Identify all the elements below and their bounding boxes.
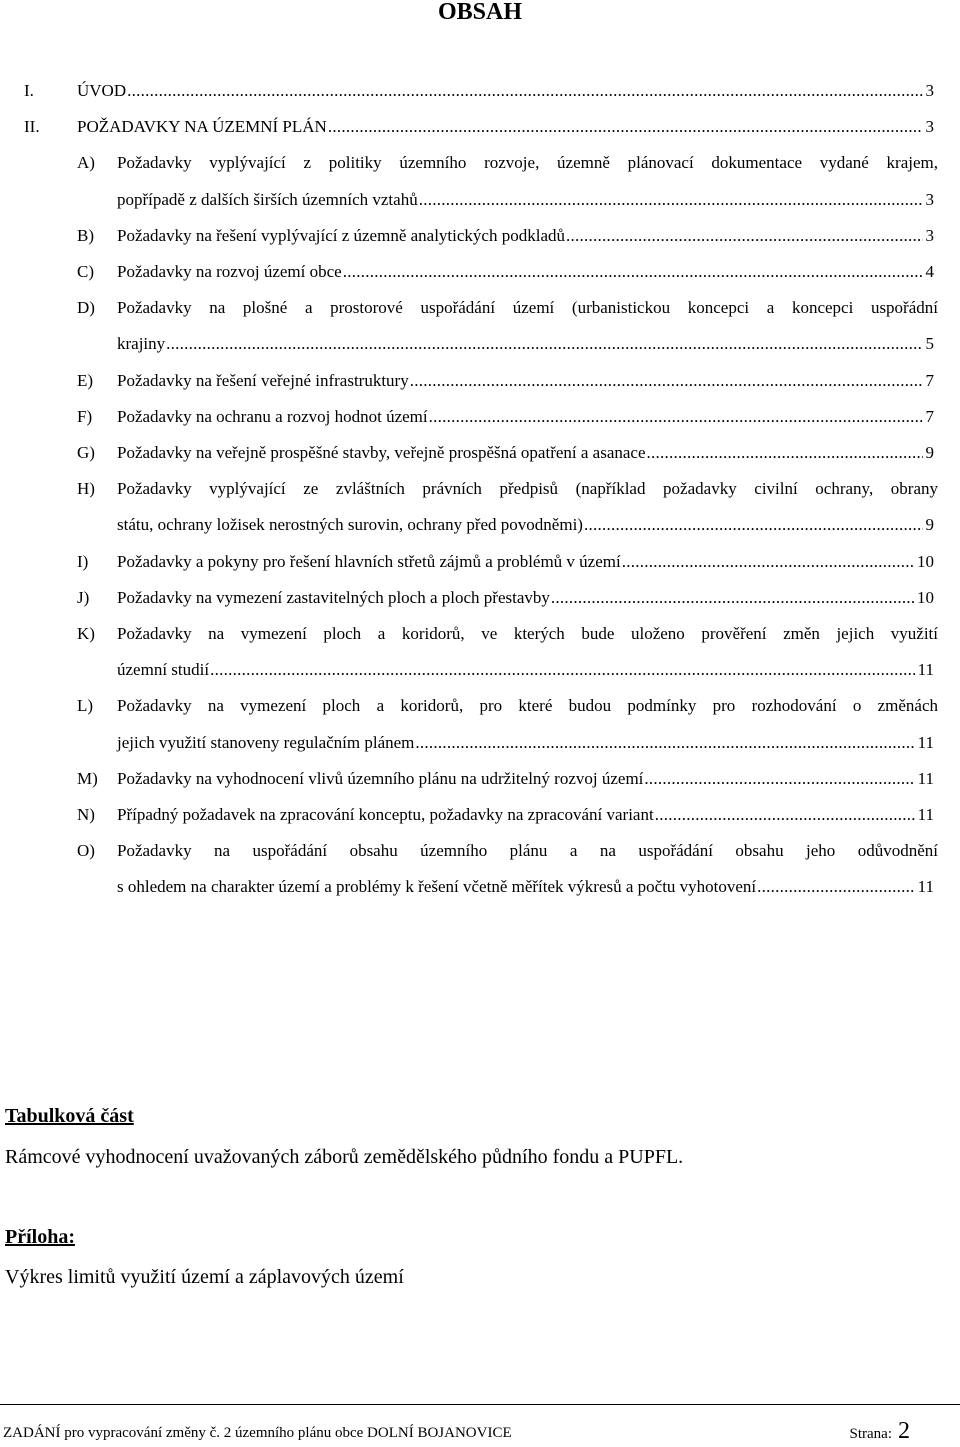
toc-entry-text: státu, ochrany ložisek nerostných surovin, ochrany před povodněmi) [117,515,583,535]
toc-entry[interactable] [0,78,960,104]
toc-entry-label: L) [77,696,94,716]
toc-entry-text: Požadavky na vymezení ploch a koridorů, ve kterých bude uloženo prověření změn jejich využití [117,624,938,643]
toc-entry[interactable] [0,585,960,611]
toc-page-number: 5 [925,334,934,354]
toc-leader-dots [566,223,923,249]
toc-entry-label: H) [77,479,95,499]
toc-entry-row [117,259,934,285]
footer-page-number: 2 [898,1418,910,1444]
toc-entry-row [117,874,934,900]
toc-entry-text: popřípadě z dalších širších územních vztahů [117,189,418,209]
footer-document-title: ZADÁNÍ pro vypracování změny č. 2 územního plánu obce DOLNÍ BOJANOVICE [3,1425,512,1441]
toc-page-number: 11 [917,660,934,680]
toc-page-number: 4 [925,262,934,281]
toc-entry-text: územní studií [117,660,210,680]
toc-entry-label: E) [77,370,94,390]
toc-page-number: 11 [917,805,934,824]
toc-entry[interactable] [0,223,960,249]
toc-entry-line [0,150,960,176]
toc-entry[interactable] [0,549,960,575]
toc-page-number: 9 [925,443,934,462]
toc-entry[interactable] [0,766,960,792]
priloha-heading: Příloha: [5,1226,75,1248]
toc-page-number: 3 [925,225,934,245]
toc-entry-row [117,766,934,792]
toc-entry[interactable] [0,874,960,900]
toc-entry-label: O) [77,841,95,861]
toc-page-number: 11 [917,732,934,752]
toc-entry-row [117,730,934,756]
toc-leader-dots [415,730,914,756]
toc-entry-text: Požadavky na řešení veřejné infrastruktury [117,370,409,390]
toc-page-number: 3 [925,81,934,100]
toc-entry-label: I) [77,551,89,571]
footer-divider [0,1404,960,1405]
priloha-text: Výkres limitů využití území a záplavových území [5,1266,404,1288]
toc-page-number: 10 [917,587,934,607]
toc-entry-label: II. [24,117,40,137]
toc-entry-text: POŽADAVKY NA ÚZEMNÍ PLÁN [77,117,327,137]
toc-entry-text: Požadavky vyplývající z politiky územního rozvoje, územně plánovací dokumentace vydané krajem, [117,153,938,173]
toc-leader-dots [419,187,923,213]
toc-entry-label: N) [77,805,95,824]
toc-page-number: 11 [917,768,934,788]
toc-entry-label: F) [77,406,93,426]
toc-entry-row [117,187,934,213]
toc-entry-line [0,295,960,321]
toc-entry-row [117,512,934,538]
toc-leader-dots [127,78,922,104]
toc-entry-text: Požadavky na řešení vyplývající z územně analytických podkladů [117,225,565,245]
toc-entry[interactable] [0,512,960,538]
toc-entry-row [77,78,934,104]
toc-entry-label: M) [77,768,98,788]
toc-page-number: 7 [925,406,934,426]
toc-entry-line [0,693,960,719]
toc-entry-line [0,838,960,864]
toc-entry-text: Požadavky na veřejně prospěšné stavby, veřejně prospěšná opatření a asanace [117,443,646,462]
toc-entry[interactable] [0,187,960,213]
toc-entry-line [0,621,960,647]
toc-entry-label: A) [77,153,95,173]
toc-entry-text: Požadavky a pokyny pro řešení hlavních střetů zájmů a problémů v území [117,551,621,571]
toc-leader-dots [655,802,915,828]
toc-page-number: 9 [925,515,934,535]
toc-entry-row [117,802,934,828]
toc-leader-dots [584,512,923,538]
toc-page-number: 3 [925,117,934,137]
toc-page-number: 7 [925,370,934,390]
toc-entry-label: D) [77,298,95,318]
toc-entry-label: I. [24,81,34,100]
footer-page-indicator [850,1418,911,1447]
toc-entry-text: Požadavky na vymezení zastavitelných ploch a ploch přestavby [117,587,550,607]
tabulkova-heading: Tabulková část [5,1105,134,1127]
toc-leader-dots [551,585,914,611]
toc-entry-label: G) [77,443,95,462]
toc-leader-dots [647,440,923,466]
toc-entry[interactable] [0,331,960,357]
toc-entry-row [117,440,934,466]
toc-entry-text: Případný požadavek na zpracování konceptu, požadavky na zpracování variant [117,805,654,824]
toc-entry-row [77,114,934,140]
toc-entry-text: Požadavky na vyhodnocení vlivů územního plánu na udržitelný rozvoj území [117,768,644,788]
toc-leader-dots [644,766,914,792]
toc-entry-text: ÚVOD [77,81,127,100]
toc-entry[interactable] [0,259,960,285]
toc-entry-text: Požadavky na vymezení ploch a koridorů, pro které budou podmínky pro rozhodování o změnách [117,696,938,716]
toc-entry-row [117,657,934,683]
toc-entry-row [117,549,934,575]
toc-leader-dots [166,331,922,357]
toc-entry[interactable] [0,404,960,430]
toc-entry[interactable] [0,730,960,756]
toc-entry-text: s ohledem na charakter území a problémy k řešení včetně měřítek výkresů a počtu vyhotovení [117,877,757,897]
toc-entry[interactable] [0,368,960,394]
toc-entry-label: B) [77,225,94,245]
tabulkova-text: Rámcové vyhodnocení uvažovaných záborů zemědělského půdního fondu a PUPFL. [5,1146,684,1168]
toc-entry-row [117,331,934,357]
toc-entry-text: Požadavky na uspořádání obsahu územního plánu a na uspořádání obsahu jeho odůvodnění [117,841,938,861]
toc-page-number: 10 [917,551,934,571]
toc-entry-text: Požadavky na rozvoj území obce [117,262,342,281]
toc-entry-row [117,585,934,611]
toc-page-number: 11 [917,877,934,897]
toc-entry[interactable] [0,802,960,828]
toc-entry-row [117,223,934,249]
toc-leader-dots [328,114,923,140]
toc-entry-label: J) [77,587,90,607]
toc-entry-label: K) [77,624,95,643]
toc-entry[interactable] [0,114,960,140]
toc-entry[interactable] [0,440,960,466]
toc-leader-dots [343,259,923,285]
toc-entry-row [117,368,934,394]
toc-leader-dots [410,368,923,394]
toc-title: OBSAH [437,0,523,25]
toc-entry-label: C) [77,262,94,281]
toc-page-number: 3 [925,189,934,209]
toc-entry-text: Požadavky na ochranu a rozvoj hodnot území [117,406,428,426]
footer-page-label: Strana: [849,1426,892,1442]
toc-entry-text: Požadavky vyplývající ze zvláštních právních předpisů (například požadavky civilní ochrany, obrany [117,479,938,499]
toc-entry-text: krajiny [117,334,166,354]
toc-entry-text: jejich využití stanoveny regulačním plánem [117,732,415,752]
toc-leader-dots [757,874,914,900]
toc-leader-dots [210,657,915,683]
toc-leader-dots [429,404,923,430]
toc-entry-line [0,476,960,502]
toc-leader-dots [622,549,914,575]
toc-entry-row [117,404,934,430]
toc-entry-text: Požadavky na plošné a prostorové uspořádání území (urbanistickou koncepci a koncepci uspořádní [117,298,938,318]
toc-entry[interactable] [0,657,960,683]
